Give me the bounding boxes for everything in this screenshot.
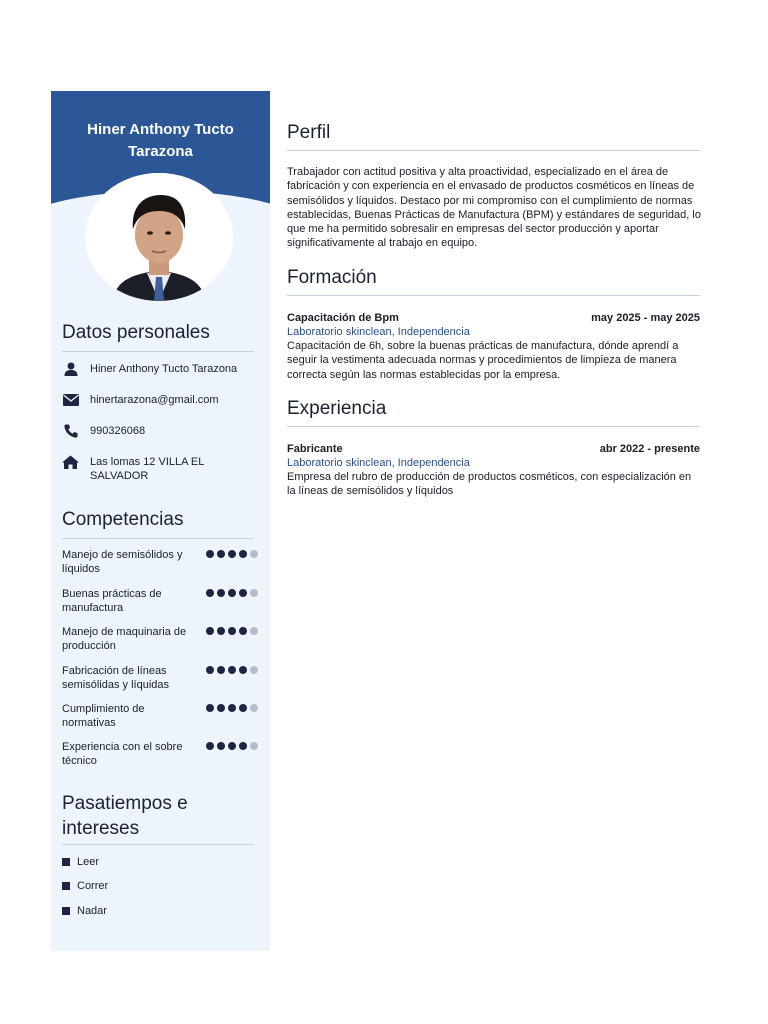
skill-rating <box>206 625 258 653</box>
rating-dot-filled <box>206 589 214 597</box>
contact-address-row <box>62 455 242 483</box>
contact-email-row <box>62 393 257 407</box>
rating-dot-filled <box>206 704 214 712</box>
rating-dot-filled <box>239 742 247 750</box>
education-divider <box>287 295 700 296</box>
candidate-name-line1: Hiner Anthony Tucto <box>87 121 234 138</box>
rating-dot-filled <box>228 666 236 674</box>
skill-row <box>62 548 258 576</box>
rating-dot-filled <box>239 666 247 674</box>
hobbies-title-line1: Pasatiempos e <box>62 793 188 814</box>
skills-title: Competencias <box>62 509 184 530</box>
education-entry-org: Laboratorio skinclean, Independencia <box>287 326 470 338</box>
rating-dot-empty <box>250 589 258 597</box>
experience-entry-org: Laboratorio skinclean, Independencia <box>287 457 470 469</box>
rating-dot-filled <box>228 742 236 750</box>
experience-entry-header <box>287 442 700 456</box>
experience-entry-date: abr 2022 - presente <box>599 443 700 455</box>
rating-dot-filled <box>217 550 225 558</box>
rating-dot-filled <box>239 704 247 712</box>
contact-name-row <box>62 362 257 376</box>
skill-row <box>62 625 258 653</box>
skill-rating <box>206 587 258 615</box>
rating-dot-filled <box>239 627 247 635</box>
rating-dot-empty <box>250 666 258 674</box>
contact-phone[interactable]: 990326068 <box>90 425 146 437</box>
hobby-label: Nadar <box>77 905 107 917</box>
rating-dot-filled <box>217 704 225 712</box>
education-entry-header <box>287 311 700 325</box>
hobby-label: Leer <box>77 856 100 868</box>
bullet-square-icon <box>62 907 70 915</box>
candidate-name-line2: Tarazona <box>128 143 193 160</box>
rating-dot-empty <box>250 704 258 712</box>
education-entry-title: Capacitación de Bpm <box>287 312 399 324</box>
skill-rating <box>206 664 258 692</box>
rating-dot-filled <box>206 627 214 635</box>
hobbies-divider <box>62 844 254 845</box>
rating-dot-filled <box>217 666 225 674</box>
skill-label: Cumplimiento de normativas <box>62 703 145 729</box>
profile-title: Perfil <box>287 122 331 143</box>
education-entry-desc: Capacitación de 6h, sobre la buenas prácticas de manufactura, dónde aprendí a seguir la vestimenta adecuada normas y procedimientos de limpieza de manera correcta según las normas establecidas por la empresa. <box>287 340 679 381</box>
skill-label: Fabricación de líneas semisólidas y líquidas <box>62 665 169 691</box>
skill-row <box>62 740 258 768</box>
hobbies-title <box>62 791 188 841</box>
profile-text: Trabajador con actitud positiva y alta proactividad, especializado en el área de fabricación y con experiencia en el envasado de productos cosméticos en líneas de semisólidos y líquidos. Destaco por mi compromiso con el cumplimiento de normas establecidas, Buenas Prácticas de Manufactura (BPM) y estándares de seguridad, lo que me ha permitido sobresalir en empresas del sector producción y aportar significativamente al trabajo en equipo. <box>287 166 701 250</box>
skill-rating <box>206 548 258 576</box>
rating-dot-filled <box>206 666 214 674</box>
personal-data-title: Datos personales <box>62 322 210 343</box>
rating-dot-filled <box>228 627 236 635</box>
hobby-item <box>62 856 99 868</box>
contact-phone-row <box>62 424 257 438</box>
hobby-label: Correr <box>77 880 109 892</box>
contact-address: Las lomas 12 VILLA EL SALVADOR <box>90 456 204 482</box>
rating-dot-empty <box>250 627 258 635</box>
rating-dot-filled <box>217 627 225 635</box>
education-title: Formación <box>287 267 377 288</box>
profile-photo <box>85 173 233 301</box>
bullet-square-icon <box>62 882 70 890</box>
rating-dot-empty <box>250 550 258 558</box>
bullet-square-icon <box>62 858 70 866</box>
rating-dot-filled <box>217 742 225 750</box>
profile-divider <box>287 150 700 151</box>
skills-divider <box>62 538 254 539</box>
sidebar-footer-curve <box>51 927 270 951</box>
skill-row <box>62 664 258 692</box>
skill-label: Buenas prácticas de manufactura <box>62 588 162 614</box>
rating-dot-filled <box>228 704 236 712</box>
personal-data-divider <box>62 351 254 352</box>
rating-dot-empty <box>250 742 258 750</box>
skill-label: Manejo de maquinaria de producción <box>62 626 187 652</box>
rating-dot-filled <box>217 589 225 597</box>
phone-icon <box>62 424 79 438</box>
contact-email[interactable]: hinertarazona@gmail.com <box>90 394 219 406</box>
experience-divider <box>287 426 700 427</box>
rating-dot-filled <box>228 589 236 597</box>
skill-row <box>62 587 258 615</box>
rating-dot-filled <box>228 550 236 558</box>
rating-dot-filled <box>206 550 214 558</box>
hobby-item <box>62 905 107 917</box>
home-icon <box>62 455 79 469</box>
hobby-item <box>62 880 108 892</box>
rating-dot-filled <box>206 742 214 750</box>
experience-entry-title: Fabricante <box>287 443 343 455</box>
experience-entry-desc: Empresa del rubro de producción de productos cosméticos, con especialización en la líneas de semisólidos y líquidos <box>287 471 692 498</box>
candidate-name <box>51 119 270 163</box>
rating-dot-filled <box>239 589 247 597</box>
contact-name: Hiner Anthony Tucto Tarazona <box>90 363 238 375</box>
education-entry-date: may 2025 - may 2025 <box>591 312 700 324</box>
skill-label: Experiencia con el sobre técnico <box>62 741 183 767</box>
rating-dot-filled <box>239 550 247 558</box>
experience-title: Experiencia <box>287 398 387 419</box>
envelope-icon <box>62 393 79 407</box>
hobbies-title-line2: intereses <box>62 818 140 839</box>
person-icon <box>62 362 79 376</box>
skill-rating <box>206 740 258 768</box>
skill-row <box>62 702 258 730</box>
skill-rating <box>206 702 258 730</box>
skill-label: Manejo de semisólidos y líquidos <box>62 549 183 575</box>
